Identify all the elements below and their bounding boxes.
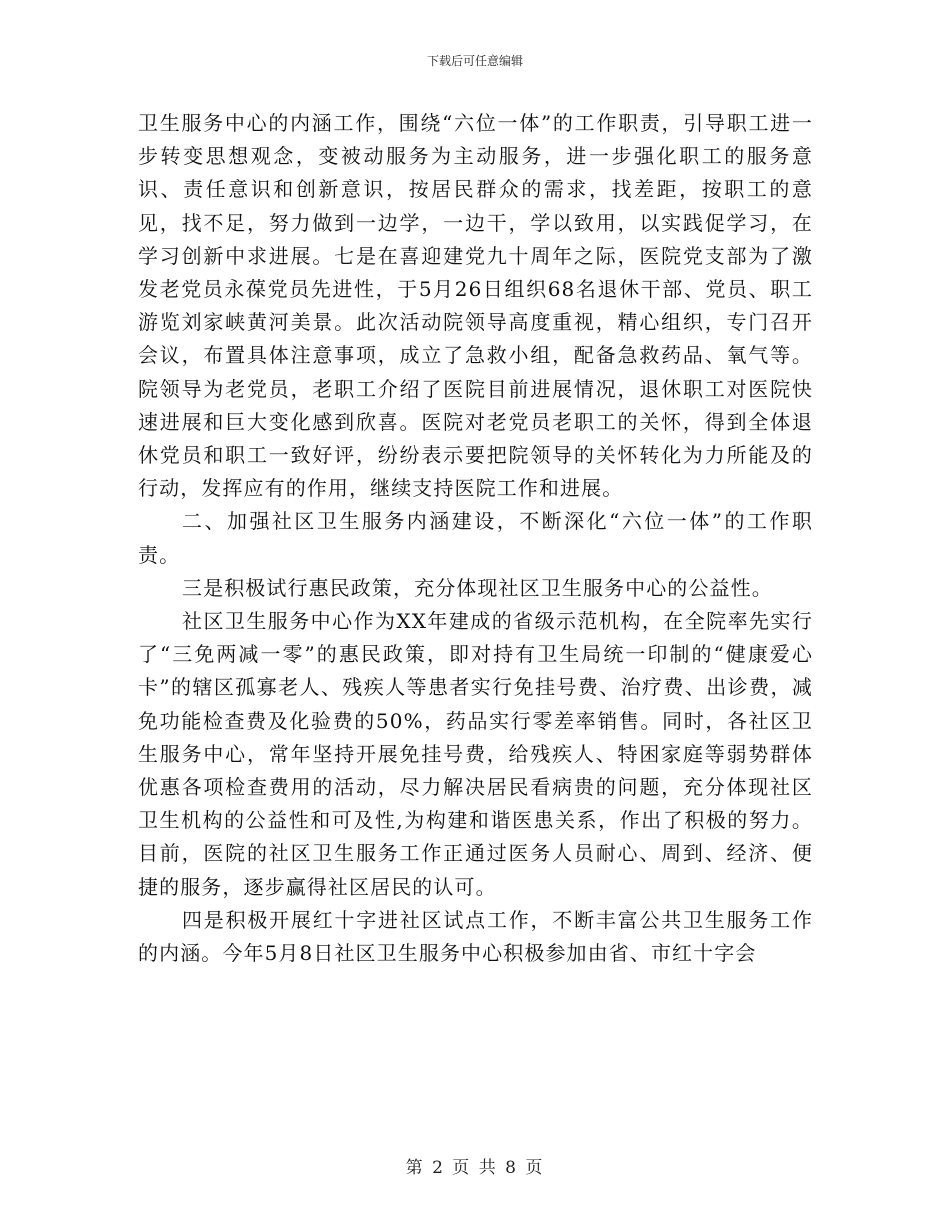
paragraph-continuation: 卫生服务中心的内涵工作，围绕“六位一体”的工作职责，引导职工进一步转变思想观念，变被动服务为主动服务，进一步强化职工的服务意识、责任意识和创新意识，按居民群众的需求，找差距，按职工的意见，找不足，努力做到一边学，一边干，学以致用，以实践促学习，在学习创新中求进展。七是在喜迎建党九十周年之际，医院党支部为了激发老党员永葆党员先进性，于5月26日组织68名退休干部、党员、职工游览刘家峡黄河美景。此次活动院领导高度重视，精心组织，专门召开会议，布置具体注意事项，成立了急救小组，配备急救药品、氧气等。院领导为老党员，老职工介绍了医院目前进展情况，退休职工对医院快速进展和巨大变化感到欣喜。医院对老党员老职工的关怀，得到全体退休党员和职工一致好评，纷纷表示要把院领导的关怀转化为力所能及的行动，发挥应有的作用，继续支持医院工作和进展。: [138, 111, 813, 501]
paragraph-section-heading: 二、加强社区卫生服务内涵建设，不断深化“六位一体”的工作职责。: [138, 509, 813, 567]
paragraph-item-three: 三是积极试行惠民政策，充分体现社区卫生服务中心的公益性。: [182, 575, 773, 600]
paragraph-item-three-detail: 社区卫生服务中心作为XX年建成的省级示范机构，在全院率先实行了“三免两减一零”的惠民政策，即对持有卫生局统一印制的“健康爱心卡”的辖区孤寡老人、残疾人等患者实行免挂号费、治疗费、出诊费，减免功能检查费及化验费的50%，药品实行零差率销售。同时，各社区卫生服务中心，常年坚持开展免挂号费，给残疾人、特困家庭等弱势群体优惠各项检查费用的活动，尽力解决居民看病贵的问题，充分体现社区卫生机构的公益性和可及性,为构建和谐医患关系，作出了积极的努力。目前，医院的社区卫生服务工作正通过医务人员耐心、周到、经济、便捷的服务，逐步赢得社区居民的认可。: [138, 609, 813, 899]
document-body: [138, 107, 813, 970]
page-footer: 第 2 页 共 8 页: [405, 1158, 545, 1178]
page-header: 下载后可任意编辑: [426, 54, 523, 68]
paragraph-item-four: 四是积极开展红十字进社区试点工作，不断丰富公共卫生服务工作的内涵。今年5月8日社区卫生服务中心积极参加由省、市红十字会: [138, 907, 813, 966]
